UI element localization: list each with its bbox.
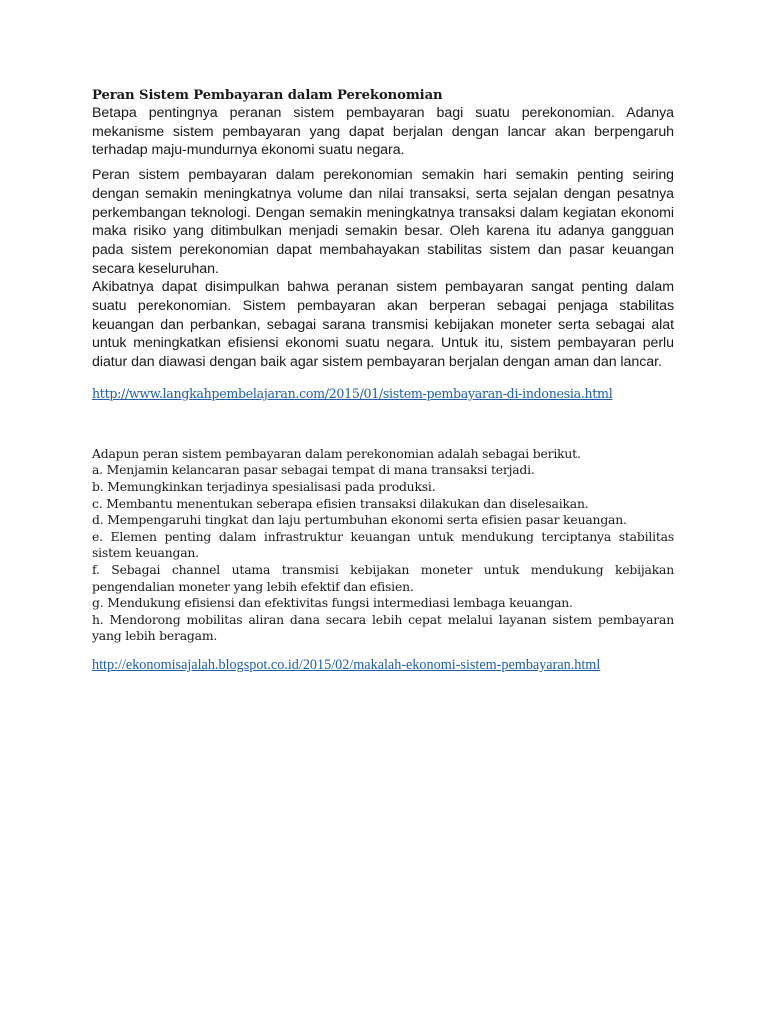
paragraph-role: Peran sistem pembayaran dalam perekonomian semakin hari semakin penting seiring dengan semakin meningkatnya volume dan nilai transaksi, serta sejalan dengan pesatnya perkembangan teknologi. Dengan semakin meningkatnya transaksi dalam kegiatan ekonomi maka risiko yang ditimbulkan menjadi semakin besar. Oleh karena itu adanya gangguan pada sistem perekonomian dapat membahayakan stabilitas sistem dan pasar keuangan secara keseluruhan.: [92, 167, 674, 277]
source-link-1[interactable]: http://www.langkahpembelajaran.com/2015/01/sistem-pembayaran-di-indonesia.html: [92, 385, 613, 401]
list-item: e. Elemen penting dalam infrastruktur keuangan untuk mendukung terciptanya stabilitas sistem keuangan.: [92, 528, 674, 561]
list-item: b. Memungkinkan terjadinya spesialisasi pada produksi.: [92, 479, 436, 495]
paragraph-intro: Betapa pentingnya peranan sistem pembayaran bagi suatu perekonomian. Adanya mekanisme sistem pembayaran yang dapat berjalan dengan lancar akan berpengaruh terhadap maju-mundurnya ekonomi suatu negara.: [92, 105, 674, 159]
list-item: h. Mendorong mobilitas aliran dana secara lebih cepat melalui layanan sistem pembayaran yang lebih beragam.: [92, 611, 674, 644]
paragraph-conclusion: Akibatnya dapat disimpulkan bahwa peranan sistem pembayaran sangat penting dalam suatu perekonomian. Sistem pembayaran akan berperan sebagai penjaga stabilitas keuangan dan perbankan, sebagai sarana transmisi kebijakan moneter serta sebagai alat untuk meningkatkan efisiensi ekonomi suatu negara. Untuk itu, sistem pembayaran perlu diatur dan diawasi dengan baik agar sistem pembayaran berjalan dengan aman dan lancar.: [92, 279, 674, 371]
list-intro: Adapun peran sistem pembayaran dalam perekonomian adalah sebagai berikut.: [92, 445, 581, 461]
roles-list: [92, 446, 674, 645]
list-item: d. Mempengaruhi tingkat dan laju pertumbuhan ekonomi serta efisien pasar keuangan.: [92, 512, 627, 528]
list-item: c. Membantu menentukan seberapa efisien transaksi dilakukan dan diselesaikan.: [92, 495, 589, 511]
list-item: a. Menjamin kelancaran pasar sebagai tempat di mana transaksi terjadi.: [92, 462, 535, 478]
list-item: g. Mendukung efisiensi dan efektivitas fungsi intermediasi lembaga keuangan.: [92, 595, 573, 611]
source-link-2[interactable]: http://ekonomisajalah.blogspot.co.id/2015/02/makalah-ekonomi-sistem-pembayaran.html: [92, 656, 601, 673]
document-title: Peran Sistem Pembayaran dalam Perekonomian: [92, 88, 443, 103]
document-content: [92, 87, 674, 674]
list-item: f. Sebagai channel utama transmisi kebijakan moneter untuk mendukung kebijakan pengendalian moneter yang lebih efektif dan efisien.: [92, 562, 674, 594]
